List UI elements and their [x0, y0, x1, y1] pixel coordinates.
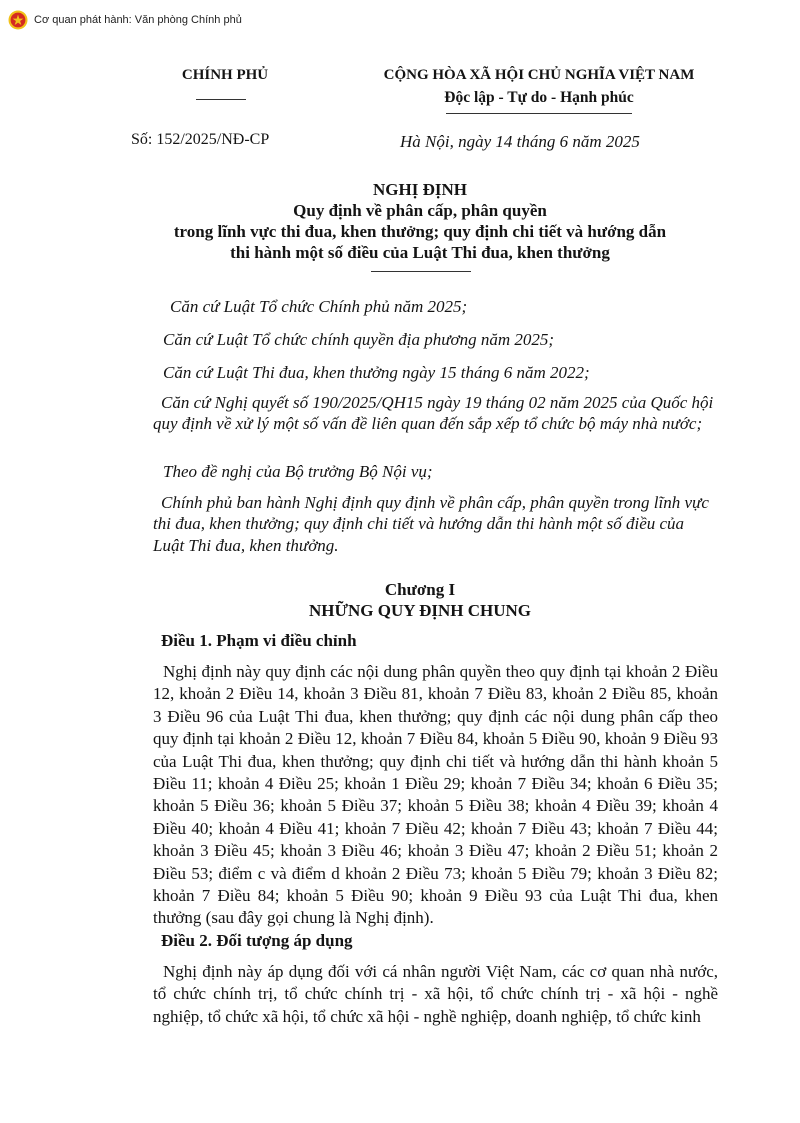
article-heading: Điều 2. Đối tượng áp dụng [161, 931, 353, 950]
issuer-line: Cơ quan phát hành: Văn phòng Chính phủ [34, 14, 242, 26]
place-date: Hà Nội, ngày 14 tháng 6 năm 2025 [400, 132, 640, 151]
title-line-1: Quy định về phân cấp, phân quyền [293, 201, 547, 220]
nation-name: CỘNG HÒA XÃ HỘI CHỦ NGHĨA VIỆT NAM [383, 67, 695, 83]
title-line-2: trong lĩnh vực thi đua, khen thưởng; quy định chi tiết và hướng dẫn [173, 222, 667, 241]
preamble-item: Chính phủ ban hành Nghị định quy định về phân cấp, phân quyền trong lĩnh vực thi đua, khen thưởng; quy định chi tiết và hướng dẫn thi hành một số điều của Luật Thi đua, khen thưởng. [153, 493, 709, 555]
national-motto: Độc lập - Tự do - Hạnh phúc [444, 89, 634, 106]
preamble-item: Căn cứ Luật Tổ chức Chính phủ năm 2025; [170, 297, 468, 316]
issuer-bar [0, 0, 800, 40]
preamble-item: Căn cứ Luật Tổ chức chính quyền địa phương năm 2025; [163, 330, 555, 349]
agency-name: CHÍNH PHỦ [181, 67, 269, 83]
article-body: Nghị định này quy định các nội dung phân quyền theo quy định tại khoản 2 Điều 12, khoản 2 Điều 14, khoản 3 Điều 81, khoản 7 Điều 83, khoản 2 Điều 85, khoản 3 Điều 96 của Luật Thi đua, khen thưởng; quy định các nội dung phân cấp theo quy định tại khoản 2 Điều 12, khoản 7 Điều 84, khoản 5 Điều 90, khoản 9 Điều 93 của Luật Thi đua, khen thưởng; quy định chi tiết và hướng dẫn thi hành khoản 5 Điều 11; khoản 4 Điều 25; khoản 1 Điều 29; khoản 7 Điều 34; khoản 6 Điều 35; khoản 5 Điều 36; khoản 5 Điều 37; khoản 5 Điều 38; khoản 4 Điều 39; khoản 4 Điều 40; khoản 4 Điều 41; khoản 7 Điều 42; khoản 7 Điều 43; khoản 7 Điều 44; khoản 3 Điều 45; khoản 3 Điều 46; khoản 3 Điều 47; khoản 2 Điều 51; khoản 2 Điều 53; điểm c và điểm d khoản 2 Điều 73; khoản 5 Điều 79; khoản 3 Điều 82; khoản 7 Điều 84; khoản 5 Điều 90; khoản 9 Điều 93 của Luật Thi đua, khen thưởng (sau đây gọi chung là Nghị định). [153, 662, 718, 928]
title-underline [371, 271, 471, 272]
agency-underline [196, 99, 246, 100]
chapter-title: NHỮNG QUY ĐỊNH CHUNG [308, 601, 532, 620]
document-number: Số: 152/2025/NĐ-CP [131, 131, 270, 148]
preamble-item: Căn cứ Nghị quyết số 190/2025/QH15 ngày 19 tháng 02 năm 2025 của Quốc hội quy định về xử lý một số vấn đề liên quan đến sắp xếp tổ chức bộ máy nhà nước; [153, 393, 714, 434]
national-emblem-icon [8, 10, 28, 30]
document-type: NGHỊ ĐỊNH [373, 180, 467, 199]
preamble-item: Căn cứ Luật Thi đua, khen thưởng ngày 15 tháng 6 năm 2022; [163, 363, 590, 382]
article-heading: Điều 1. Phạm vi điều chỉnh [161, 631, 357, 650]
title-line-3: thi hành một số điều của Luật Thi đua, khen thưởng [230, 243, 610, 262]
chapter-number: Chương I [384, 580, 456, 599]
article-body: Nghị định này áp dụng đối với cá nhân người Việt Nam, các cơ quan nhà nước, tổ chức chính trị, tổ chức chính trị - xã hội, tổ chức chính trị - xã hội - nghề nghiệp, tổ chức xã hội, tổ chức xã hội - nghề nghiệp, doanh nghiệp, tổ chức kinh [153, 962, 718, 1026]
preamble-item: Theo đề nghị của Bộ trưởng Bộ Nội vụ; [163, 462, 433, 481]
motto-underline [446, 113, 632, 114]
